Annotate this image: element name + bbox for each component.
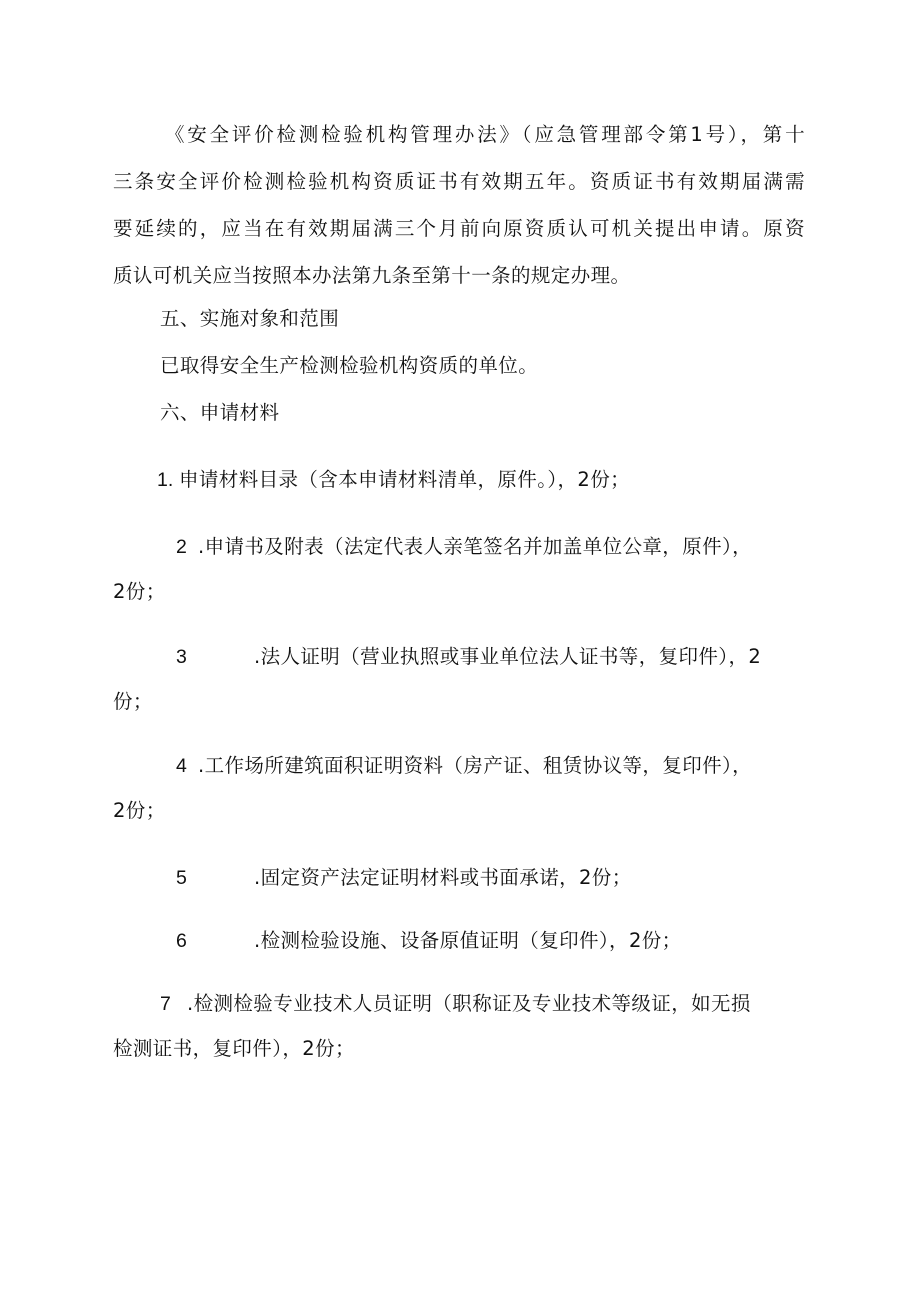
material-5-line-1: .固定资产法定证明材料或书面承诺，2份； — [254, 866, 632, 889]
material-3-number: 3 — [176, 646, 187, 668]
material-3-line-1: .法人证明（营业执照或事业单位法人证书等，复印件），2 — [254, 645, 762, 668]
material-4-line-1: .工作场所建筑面积证明资料（房产证、租赁协议等，复印件）， — [198, 754, 753, 777]
intro-line-3: 要延续的，应当在有效期届满三个月前向原资质认可机关提出申请。原资 — [113, 217, 805, 240]
material-4-line-2: 2份； — [113, 799, 166, 822]
material-6-line-1: .检测检验设施、设备原值证明（复印件），2份； — [254, 929, 682, 952]
material-2-line-1: .申请书及附表（法定代表人亲笔签名并加盖单位公章，原件）， — [198, 535, 753, 558]
material-7-line-1: .检测检验专业技术人员证明（职称证及专业技术等级证，如无损 — [187, 992, 751, 1015]
material-7-line-2: 检测证书，复印件），2份； — [113, 1037, 355, 1060]
material-2-number: 2 — [176, 536, 187, 558]
material-5-number: 5 — [176, 867, 187, 889]
material-2-line-2: 2份； — [113, 580, 166, 603]
intro-line-4: 质认可机关应当按照本办法第九条至第十一条的规定办理。 — [113, 264, 631, 287]
material-4-number: 4 — [176, 755, 187, 777]
section-5-body: 已取得安全生产检测检验机构资质的单位。 — [160, 354, 539, 377]
section-5-heading: 五、实施对象和范围 — [160, 307, 340, 330]
intro-line-1: 《安全评价检测检验机构管理办法》（应急管理部令第1号），第十 — [165, 123, 805, 146]
material-1-line-1: 申请材料目录（含本申请材料清单，原件。），2份； — [179, 468, 631, 491]
material-3-line-2: 份； — [113, 690, 153, 713]
material-1-number: 1. — [157, 469, 174, 491]
material-6-number: 6 — [176, 930, 187, 952]
intro-line-2: 三条安全评价检测检验机构资质证书有效期五年。资质证书有效期届满需 — [113, 170, 805, 193]
material-7-number: 7 — [160, 993, 171, 1015]
section-6-heading: 六、申请材料 — [160, 401, 280, 424]
